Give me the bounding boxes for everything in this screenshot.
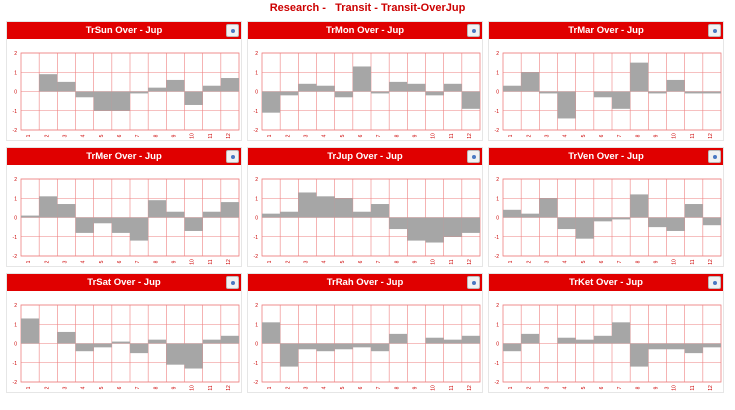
x-tick-label: 5 — [580, 386, 587, 390]
chart-options-icon[interactable] — [467, 150, 480, 163]
bar — [558, 338, 576, 344]
bar — [503, 86, 521, 92]
chart-title: TrSat Over - Jup — [7, 274, 241, 291]
y-tick-label: 2 — [14, 177, 17, 183]
x-tick-label: 9 — [653, 134, 660, 138]
y-tick-label: -1 — [253, 360, 258, 367]
x-tick-label: 11 — [448, 259, 455, 265]
x-tick-label: 9 — [412, 260, 419, 264]
bar — [503, 210, 521, 218]
x-tick-label: 8 — [394, 134, 401, 138]
x-tick-label: 3 — [62, 386, 69, 390]
bar — [503, 344, 521, 352]
bar — [462, 336, 480, 344]
x-tick-label: 7 — [617, 134, 624, 138]
x-tick-label: 11 — [448, 385, 455, 391]
bar — [185, 344, 203, 369]
x-tick-label: 2 — [285, 134, 292, 138]
chart-options-icon[interactable] — [708, 150, 721, 163]
bar — [57, 332, 75, 344]
bar — [335, 198, 353, 217]
x-tick-label: 8 — [394, 386, 401, 390]
bar — [576, 340, 594, 344]
y-tick-label: 2 — [14, 303, 17, 309]
x-tick-label: 10 — [189, 133, 196, 139]
chart-options-icon[interactable] — [226, 276, 239, 289]
bar — [148, 88, 166, 92]
bar — [21, 216, 39, 218]
bar — [262, 214, 280, 218]
y-tick-label: 1 — [255, 322, 258, 329]
bar — [594, 336, 612, 344]
chart-panel — [247, 147, 483, 267]
y-tick-label: -1 — [494, 360, 499, 367]
x-tick-label: 2 — [285, 260, 292, 264]
bar — [185, 92, 203, 105]
x-tick-label: 1 — [26, 134, 33, 138]
x-tick-label: 7 — [135, 260, 142, 264]
x-tick-label: 4 — [321, 134, 328, 138]
bar — [353, 66, 371, 91]
x-tick-label: 6 — [357, 134, 364, 138]
bar — [353, 212, 371, 218]
y-tick-label: 2 — [14, 51, 17, 57]
bar — [203, 340, 221, 344]
y-tick-label: -2 — [12, 380, 17, 386]
bar — [371, 344, 389, 352]
x-tick-label: 10 — [189, 385, 196, 391]
x-tick-label: 12 — [466, 259, 473, 265]
x-tick-label: 12 — [225, 133, 232, 139]
x-tick-label: 6 — [116, 134, 123, 138]
bar — [371, 204, 389, 217]
x-tick-label: 3 — [62, 134, 69, 138]
chart-options-icon[interactable] — [226, 24, 239, 37]
bar — [221, 202, 239, 217]
bar — [76, 344, 94, 352]
bar — [389, 82, 407, 92]
chart-panel — [6, 21, 242, 141]
x-tick-label: 3 — [62, 260, 69, 264]
bar — [576, 218, 594, 239]
bar — [130, 344, 148, 354]
y-tick-label: -2 — [12, 128, 17, 134]
x-tick-label: 4 — [80, 386, 87, 390]
bar — [521, 214, 539, 218]
bar-chart — [7, 165, 242, 267]
bar — [166, 344, 184, 365]
x-tick-label: 4 — [562, 260, 569, 264]
x-tick-label: 6 — [598, 386, 605, 390]
chart-options-icon[interactable] — [708, 24, 721, 37]
bar — [612, 218, 630, 220]
y-tick-label: 0 — [496, 341, 499, 348]
x-tick-label: 9 — [653, 386, 660, 390]
y-tick-label: 1 — [496, 196, 499, 203]
x-tick-label: 7 — [376, 134, 383, 138]
x-tick-label: 2 — [44, 134, 51, 138]
bar — [630, 63, 648, 92]
y-tick-label: 1 — [496, 70, 499, 77]
bar — [130, 92, 148, 94]
x-tick-label: 1 — [508, 260, 515, 264]
bar — [462, 218, 480, 233]
bar-chart — [7, 39, 242, 141]
x-tick-label: 3 — [544, 386, 551, 390]
bar — [407, 218, 425, 241]
x-tick-label: 3 — [544, 134, 551, 138]
y-tick-label: -1 — [253, 234, 258, 241]
x-tick-label: 5 — [339, 386, 346, 390]
bar — [94, 92, 112, 111]
x-tick-label: 10 — [671, 259, 678, 265]
y-tick-label: 0 — [255, 341, 258, 348]
x-tick-label: 7 — [617, 260, 624, 264]
bar — [612, 92, 630, 109]
bar — [221, 78, 239, 91]
y-tick-label: 0 — [496, 89, 499, 96]
chart-title: TrMer Over - Jup — [7, 148, 241, 165]
chart-grid — [6, 21, 724, 405]
chart-title: TrRah Over - Jup — [248, 274, 482, 291]
bar — [298, 84, 316, 92]
chart-title: TrVen Over - Jup — [489, 148, 723, 165]
bar — [335, 344, 353, 350]
chart-title: TrSun Over - Jup — [7, 22, 241, 39]
x-tick-label: 8 — [153, 134, 160, 138]
bar — [703, 218, 721, 226]
y-tick-label: 0 — [496, 215, 499, 222]
bar — [112, 92, 130, 111]
x-tick-label: 1 — [26, 260, 33, 264]
x-tick-label: 4 — [80, 134, 87, 138]
x-tick-label: 9 — [412, 386, 419, 390]
y-tick-label: 1 — [14, 322, 17, 329]
y-tick-label: 1 — [14, 70, 17, 77]
bar — [539, 198, 557, 217]
chart-options-icon[interactable] — [467, 276, 480, 289]
x-tick-label: 11 — [207, 133, 214, 139]
x-tick-label: 10 — [430, 259, 437, 265]
bar — [407, 84, 425, 92]
bar — [667, 344, 685, 350]
bar — [558, 92, 576, 119]
x-tick-label: 2 — [526, 386, 533, 390]
x-tick-label: 9 — [171, 134, 178, 138]
x-tick-label: 7 — [376, 386, 383, 390]
y-tick-label: 1 — [255, 196, 258, 203]
x-tick-label: 6 — [357, 386, 364, 390]
bar — [280, 344, 298, 367]
bar — [667, 80, 685, 92]
y-tick-label: -1 — [12, 108, 17, 115]
y-tick-label: -2 — [12, 254, 17, 260]
x-tick-label: 12 — [707, 133, 714, 139]
x-tick-label: 2 — [44, 260, 51, 264]
y-tick-label: 2 — [496, 303, 499, 309]
bar-chart — [7, 291, 242, 393]
chart-title: TrJup Over - Jup — [248, 148, 482, 165]
bar — [594, 218, 612, 222]
chart-title: TrMon Over - Jup — [248, 22, 482, 39]
bar — [280, 212, 298, 218]
bar — [203, 86, 221, 92]
bar — [594, 92, 612, 98]
bar — [262, 322, 280, 343]
chart-panel — [247, 21, 483, 141]
x-tick-label: 5 — [98, 134, 105, 138]
bar — [685, 204, 703, 217]
x-tick-label: 8 — [635, 260, 642, 264]
bar — [335, 92, 353, 98]
x-tick-label: 9 — [412, 134, 419, 138]
x-tick-label: 6 — [598, 260, 605, 264]
bar — [94, 218, 112, 224]
x-tick-label: 3 — [544, 260, 551, 264]
y-tick-label: -2 — [253, 254, 258, 260]
bar — [76, 92, 94, 98]
bar — [57, 82, 75, 92]
bar — [185, 218, 203, 231]
bar — [112, 342, 130, 344]
x-tick-label: 2 — [526, 134, 533, 138]
bar — [630, 344, 648, 367]
x-tick-label: 10 — [671, 385, 678, 391]
x-tick-label: 3 — [303, 260, 310, 264]
x-tick-label: 11 — [689, 133, 696, 139]
x-tick-label: 12 — [466, 133, 473, 139]
bar — [166, 80, 184, 92]
x-tick-label: 6 — [357, 260, 364, 264]
bar — [426, 92, 444, 96]
bar — [389, 334, 407, 344]
x-tick-label: 7 — [376, 260, 383, 264]
bar — [166, 212, 184, 218]
bar — [558, 218, 576, 230]
bar — [462, 92, 480, 109]
y-tick-label: -2 — [494, 254, 499, 260]
x-tick-label: 5 — [98, 386, 105, 390]
bar — [685, 344, 703, 354]
bar — [371, 92, 389, 94]
x-tick-label: 3 — [303, 386, 310, 390]
bar — [521, 72, 539, 91]
x-tick-label: 7 — [135, 134, 142, 138]
x-tick-label: 1 — [267, 134, 274, 138]
y-tick-label: -2 — [253, 380, 258, 386]
chart-panel — [488, 147, 724, 267]
y-tick-label: -1 — [12, 234, 17, 241]
bar — [130, 218, 148, 241]
bar-chart — [248, 165, 483, 267]
y-tick-label: 2 — [255, 303, 258, 309]
bar — [94, 344, 112, 348]
chart-options-icon[interactable] — [467, 24, 480, 37]
bar — [57, 204, 75, 217]
x-tick-label: 8 — [153, 386, 160, 390]
x-tick-label: 1 — [26, 386, 33, 390]
bar — [112, 218, 130, 233]
bar — [667, 218, 685, 231]
bar — [21, 318, 39, 343]
y-tick-label: -2 — [494, 380, 499, 386]
bar — [317, 86, 335, 92]
x-tick-label: 1 — [267, 260, 274, 264]
x-tick-label: 10 — [430, 385, 437, 391]
y-tick-label: 0 — [14, 89, 17, 96]
y-tick-label: 1 — [14, 196, 17, 203]
bar — [39, 196, 57, 217]
x-tick-label: 8 — [394, 260, 401, 264]
y-tick-label: 1 — [255, 70, 258, 77]
x-tick-label: 9 — [653, 260, 660, 264]
bar — [685, 92, 703, 94]
chart-panel — [488, 21, 724, 141]
x-tick-label: 1 — [508, 386, 515, 390]
y-tick-label: 2 — [255, 177, 258, 183]
x-tick-label: 4 — [80, 260, 87, 264]
y-tick-label: 0 — [255, 89, 258, 96]
bar — [389, 218, 407, 230]
x-tick-label: 12 — [225, 385, 232, 391]
y-tick-label: -2 — [494, 128, 499, 134]
page-title: Research - Transit - Transit-OverJup — [269, 2, 466, 14]
bar — [317, 344, 335, 352]
x-tick-label: 12 — [225, 259, 232, 265]
bar — [426, 218, 444, 243]
chart-options-icon[interactable] — [226, 150, 239, 163]
chart-panel — [6, 273, 242, 393]
chart-panel — [6, 147, 242, 267]
bar — [298, 344, 316, 350]
bar-chart — [489, 39, 724, 141]
bar-chart — [489, 291, 724, 393]
bar — [539, 92, 557, 94]
x-tick-label: 4 — [321, 386, 328, 390]
bar — [703, 344, 721, 348]
bar — [444, 84, 462, 92]
x-tick-label: 12 — [707, 385, 714, 391]
chart-title: TrKet Over - Jup — [489, 274, 723, 291]
bar — [148, 200, 166, 217]
x-tick-label: 8 — [635, 386, 642, 390]
bar — [76, 218, 94, 233]
y-tick-label: 2 — [255, 51, 258, 57]
y-tick-label: 2 — [496, 177, 499, 183]
chart-panel — [247, 273, 483, 393]
y-tick-label: -1 — [494, 234, 499, 241]
bar — [630, 194, 648, 217]
x-tick-label: 1 — [508, 134, 515, 138]
bar — [298, 192, 316, 217]
x-tick-label: 10 — [671, 133, 678, 139]
bar — [426, 338, 444, 344]
y-tick-label: 1 — [496, 322, 499, 329]
chart-panel — [488, 273, 724, 393]
bar — [521, 334, 539, 344]
x-tick-label: 1 — [267, 386, 274, 390]
x-tick-label: 11 — [207, 259, 214, 265]
x-tick-label: 2 — [285, 386, 292, 390]
chart-options-icon[interactable] — [708, 276, 721, 289]
x-tick-label: 9 — [171, 386, 178, 390]
x-tick-label: 4 — [321, 260, 328, 264]
bar — [262, 92, 280, 113]
y-tick-label: 0 — [14, 341, 17, 348]
x-tick-label: 6 — [116, 386, 123, 390]
y-tick-label: -2 — [253, 128, 258, 134]
x-tick-label: 11 — [689, 259, 696, 265]
bar — [612, 322, 630, 343]
bar — [148, 340, 166, 344]
x-tick-label: 11 — [207, 385, 214, 391]
x-tick-label: 5 — [580, 260, 587, 264]
bar — [39, 74, 57, 91]
y-tick-label: 0 — [14, 215, 17, 222]
x-tick-label: 7 — [135, 386, 142, 390]
bar-chart — [248, 39, 483, 141]
bar — [353, 344, 371, 348]
y-tick-label: 0 — [255, 215, 258, 222]
bar-chart — [248, 291, 483, 393]
bar — [221, 336, 239, 344]
x-tick-label: 9 — [171, 260, 178, 264]
x-tick-label: 2 — [44, 386, 51, 390]
x-tick-label: 2 — [526, 260, 533, 264]
x-tick-label: 12 — [466, 385, 473, 391]
bar — [280, 92, 298, 96]
x-tick-label: 3 — [303, 134, 310, 138]
bar — [444, 340, 462, 344]
x-tick-label: 6 — [598, 134, 605, 138]
bar — [317, 196, 335, 217]
x-tick-label: 7 — [617, 386, 624, 390]
x-tick-label: 10 — [189, 259, 196, 265]
x-tick-label: 5 — [339, 134, 346, 138]
bar — [648, 92, 666, 94]
y-tick-label: -1 — [253, 108, 258, 115]
x-tick-label: 4 — [562, 386, 569, 390]
x-tick-label: 11 — [448, 133, 455, 139]
x-tick-label: 5 — [98, 260, 105, 264]
x-tick-label: 12 — [707, 259, 714, 265]
bar — [648, 344, 666, 350]
x-tick-label: 4 — [562, 134, 569, 138]
x-tick-label: 8 — [635, 134, 642, 138]
y-tick-label: -1 — [494, 108, 499, 115]
x-tick-label: 5 — [339, 260, 346, 264]
bar-chart — [489, 165, 724, 267]
chart-title: TrMar Over - Jup — [489, 22, 723, 39]
x-tick-label: 5 — [580, 134, 587, 138]
bar — [703, 92, 721, 94]
x-tick-label: 8 — [153, 260, 160, 264]
y-tick-label: 2 — [496, 51, 499, 57]
bar — [203, 212, 221, 218]
bar — [444, 218, 462, 237]
y-tick-label: -1 — [12, 360, 17, 367]
x-tick-label: 11 — [689, 385, 696, 391]
x-tick-label: 10 — [430, 133, 437, 139]
x-tick-label: 6 — [116, 260, 123, 264]
bar — [648, 218, 666, 228]
